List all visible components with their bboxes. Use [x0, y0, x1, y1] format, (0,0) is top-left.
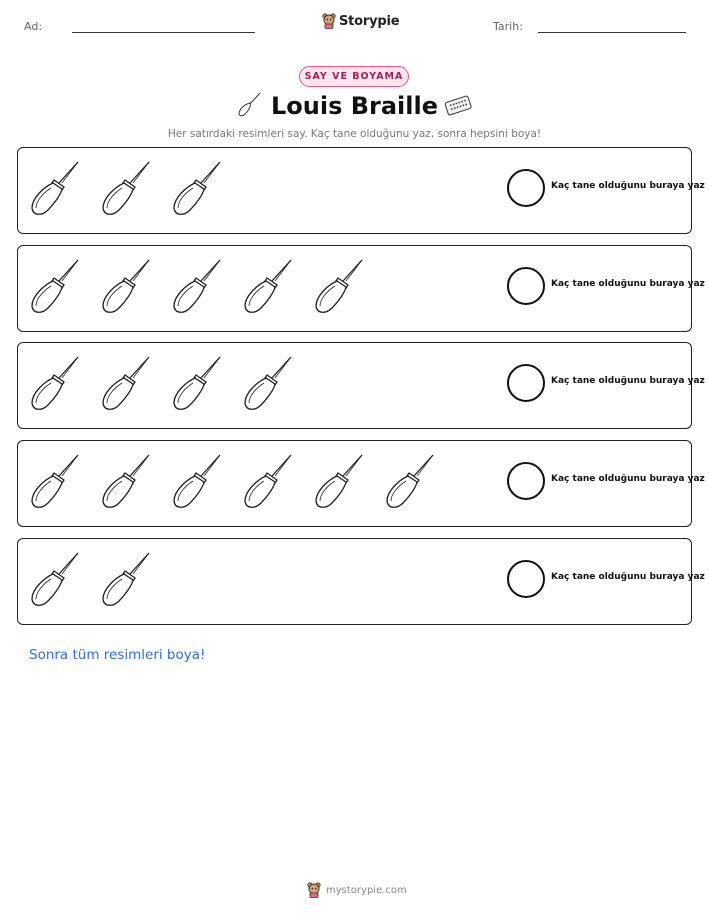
count-row — [17, 342, 705, 429]
name-line[interactable] — [72, 32, 255, 33]
awl-icon — [97, 551, 153, 611]
answer-label: Kaç tane olduğunu buraya yaz — [551, 181, 705, 191]
date-label: Tarih: — [493, 20, 523, 33]
awl-icon — [310, 258, 366, 318]
bear-mascot-icon — [322, 13, 336, 29]
page-title: Louis Braille — [270, 92, 438, 120]
count-row — [17, 440, 705, 527]
answer-circle[interactable] — [507, 462, 545, 500]
answer-circle[interactable] — [507, 364, 545, 402]
site-url: mystorypie.com — [326, 884, 407, 896]
answer-circle[interactable] — [507, 560, 545, 598]
answer-circle[interactable] — [507, 169, 545, 207]
awl-icon — [97, 160, 153, 220]
footer-note: Sonra tüm resimleri boya! — [29, 647, 206, 663]
count-row — [17, 147, 705, 234]
awl-icon — [26, 258, 82, 318]
instructions: Her satırdaki resimleri say. Kaç tane olduğunu yaz, sonra hepsini boya! — [167, 128, 542, 140]
awl-icon — [26, 160, 82, 220]
date-line[interactable] — [538, 32, 686, 33]
awl-icon — [310, 453, 366, 513]
awl-icon — [168, 453, 224, 513]
site-footer — [307, 882, 407, 898]
answer-circle[interactable] — [507, 267, 545, 305]
awl-icon — [26, 551, 82, 611]
awl-icon — [381, 453, 437, 513]
logo-text: Storypie — [339, 13, 400, 29]
answer-label: Kaç tane olduğunu buraya yaz — [551, 376, 705, 386]
awl-icon — [168, 355, 224, 415]
awl-icon — [168, 160, 224, 220]
braille-slate-icon — [442, 94, 474, 116]
bear-mascot-icon — [307, 882, 321, 898]
awl-icon — [26, 355, 82, 415]
logo — [322, 13, 399, 29]
count-row — [17, 538, 705, 625]
count-row — [17, 245, 705, 332]
awl-icon — [239, 453, 295, 513]
awl-icon — [97, 258, 153, 318]
answer-label: Kaç tane olduğunu buraya yaz — [551, 572, 705, 582]
awl-icon — [97, 355, 153, 415]
awl-icon — [26, 453, 82, 513]
activity-badge: SAY VE BOYAMA — [299, 66, 409, 87]
answer-label: Kaç tane olduğunu buraya yaz — [551, 474, 705, 484]
name-label: Ad: — [24, 20, 43, 33]
awl-icon — [168, 258, 224, 318]
answer-label: Kaç tane olduğunu buraya yaz — [551, 279, 705, 289]
awl-icon — [97, 453, 153, 513]
awl-icon — [239, 258, 295, 318]
awl-icon — [239, 355, 295, 415]
